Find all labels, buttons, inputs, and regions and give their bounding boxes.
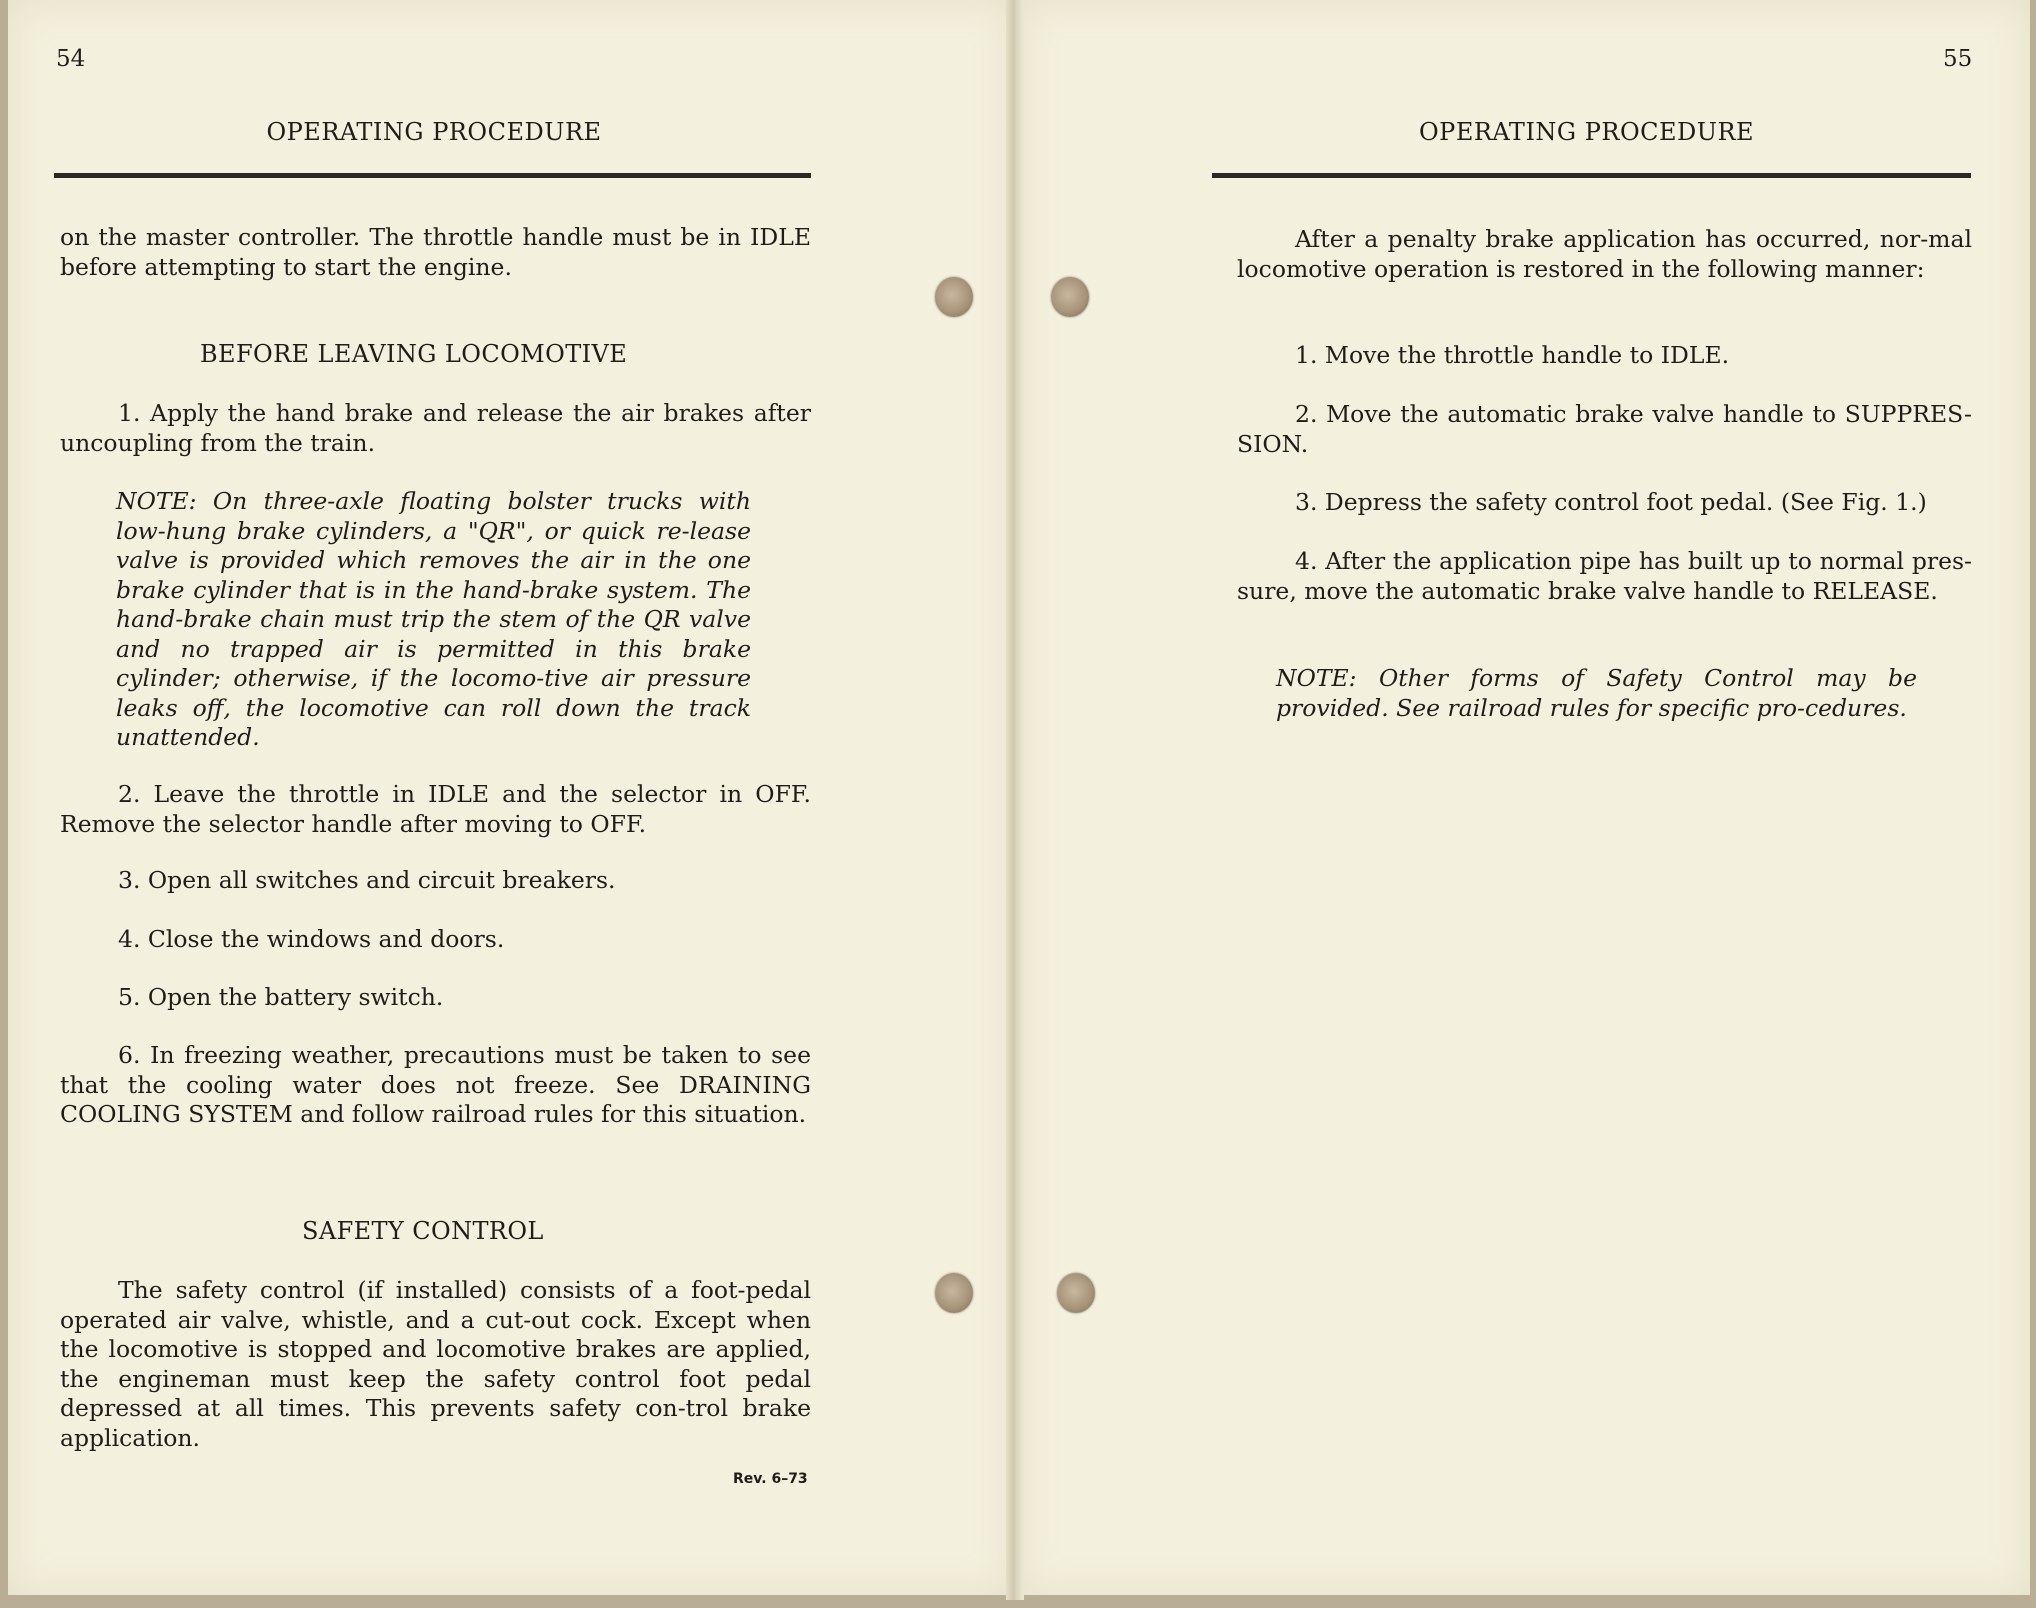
before-leaving-heading: BEFORE LEAVING LOCOMOTIVE xyxy=(200,340,628,368)
right-step-1: 1. Move the throttle handle to IDLE. xyxy=(1295,341,1730,369)
binder-hole-right-top xyxy=(1051,277,1089,317)
safety-control-paragraph: The safety control (if installed) consists of a foot-pedal operated air valve, whistle, and a cut-out cock. Except when the locomotive is stopped and locomotive brakes are applied, the engineman must keep the safety control foot pedal depressed at all times. This prevents safety con-trol brake application. xyxy=(60,1276,811,1452)
binder-hole-left-bottom xyxy=(935,1273,973,1313)
safety-control-heading: SAFETY CONTROL xyxy=(302,1217,544,1245)
left-step-4: 4. Close the windows and doors. xyxy=(118,925,505,953)
left-note: NOTE: On three-axle floating bolster trucks with low-hung brake cylinders, a "QR", or quick re-lease valve is provided which removes the air in the one brake cylinder that is in the hand-brake system. The hand-brake chain must trip the stem of the QR valve and no trapped air is permitted in this brake cylinder; otherwise, if the locomo-tive air pressure leaks off, the locomotive can roll down the track unattended. xyxy=(116,487,751,751)
left-step-1: 1. Apply the hand brake and release the air brakes after uncoupling from the train. xyxy=(60,399,811,457)
page-number-right: 55 xyxy=(1943,46,1973,72)
right-step-4: 4. After the application pipe has built up to normal pres-sure, move the automatic brake valve handle to RELEASE. xyxy=(1237,547,1972,605)
header-rule-right xyxy=(1212,173,1971,178)
header-rule-left xyxy=(54,173,811,178)
left-step-2: 2. Leave the throttle in IDLE and the selector in OFF. Remove the selector handle after moving to OFF. xyxy=(60,780,811,838)
binder-hole-left-top xyxy=(935,277,973,317)
right-step-3: 3. Depress the safety control foot pedal. (See Fig. 1.) xyxy=(1295,488,1927,516)
right-step-2: 2. Move the automatic brake valve handle to SUPPRES-SION. xyxy=(1237,400,1972,458)
binder-hole-right-bottom xyxy=(1057,1273,1095,1313)
running-head-left: OPERATING PROCEDURE xyxy=(266,118,602,146)
left-step-6: 6. In freezing weather, precautions must be taken to see that the cooling water does not freeze. See DRAINING COOLING SYSTEM and follow railroad rules for this situation. xyxy=(60,1041,811,1128)
book-gutter xyxy=(1006,0,1024,1600)
page-number-left: 54 xyxy=(56,46,86,72)
revision-mark: Rev. 6–73 xyxy=(733,1471,808,1487)
left-step-5: 5. Open the battery switch. xyxy=(118,983,444,1011)
right-intro-paragraph: After a penalty brake application has occurred, nor-mal locomotive operation is restored in the following manner: xyxy=(1237,225,1972,283)
running-head-right: OPERATING PROCEDURE xyxy=(1419,118,1755,146)
right-note: NOTE: Other forms of Safety Control may be provided. See railroad rules for specific pro-cedures. xyxy=(1276,664,1917,722)
left-intro-paragraph: on the master controller. The throttle handle must be in IDLE before attempting to start the engine. xyxy=(60,223,811,281)
left-step-3: 3. Open all switches and circuit breakers. xyxy=(118,866,616,894)
